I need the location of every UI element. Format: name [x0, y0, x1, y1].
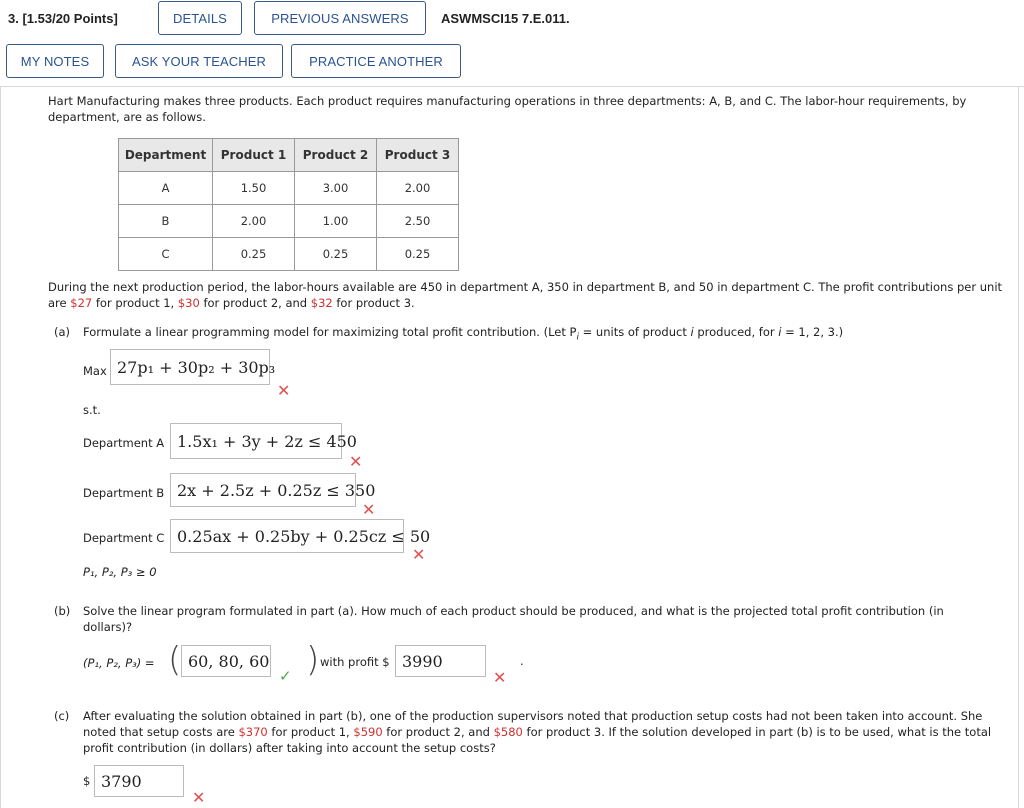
- table-cell: 1.00: [295, 205, 377, 238]
- table-cell: B: [119, 205, 213, 238]
- previous-answers-button[interactable]: PREVIOUS ANSWERS: [254, 1, 426, 35]
- part-a-prompt-text: = 1, 2, 3.): [781, 325, 844, 339]
- dept-c-answer-input[interactable]: 0.25ax + 0.25by + 0.25cz ≤ 50: [170, 519, 404, 553]
- production-text: [48, 279, 1008, 311]
- table-cell: 1.50: [213, 172, 295, 205]
- part-c-label: (c): [54, 709, 70, 723]
- question-label: 3. [1.53/20 Points]: [8, 11, 118, 26]
- nonnegativity-constraint: P₁, P₂, P₃ ≥ 0: [83, 565, 157, 579]
- tuple-label: (P₁, P₂, P₃) =: [83, 656, 155, 670]
- max-answer-input[interactable]: 27p₁ + 30p₂ + 30p₃: [110, 349, 270, 385]
- incorrect-icon: ✕: [192, 788, 206, 807]
- setup-cost-1: $370: [238, 725, 268, 739]
- part-c-prompt-text: for product 2, and: [382, 725, 494, 739]
- correct-icon: ✓: [279, 667, 292, 685]
- table-header-row: [119, 139, 459, 172]
- part-a-prompt-text: = units of product: [578, 325, 691, 339]
- table-cell: 3.00: [295, 172, 377, 205]
- dept-b-label: Department B: [83, 486, 165, 500]
- max-label: Max: [83, 364, 107, 378]
- dept-a-answer-input[interactable]: 1.5x₁ + 3y + 2z ≤ 450: [170, 423, 342, 459]
- part-a-prompt-text: Formulate a linear programming model for maximizing total profit contribution. (Let P: [83, 325, 577, 339]
- with-profit-label: with profit $: [320, 655, 390, 669]
- left-border: [0, 86, 1, 808]
- part-a-prompt-text: produced, for: [693, 325, 779, 339]
- incorrect-icon: ✕: [412, 545, 426, 564]
- product3-profit: $32: [310, 296, 333, 310]
- st-label: s.t.: [83, 403, 101, 417]
- my-notes-button[interactable]: MY NOTES: [6, 44, 104, 78]
- part-b-label: (b): [54, 604, 71, 618]
- setup-cost-3: $580: [493, 725, 523, 739]
- table-row: [119, 238, 459, 271]
- incorrect-icon: ✕: [277, 381, 291, 400]
- table-cell: C: [119, 238, 213, 271]
- table-row: [119, 205, 459, 238]
- dept-b-answer-input[interactable]: 2x + 2.5z + 0.25z ≤ 350: [170, 473, 356, 507]
- dollar-label: $: [83, 774, 91, 788]
- part-c-prompt: [83, 708, 1008, 756]
- profit-answer-input[interactable]: 3990: [395, 645, 486, 677]
- table-header: Product 2: [295, 139, 377, 172]
- part-c-answer-input[interactable]: 3790: [94, 765, 184, 797]
- table-cell: 2.00: [377, 172, 459, 205]
- table-cell: 0.25: [213, 238, 295, 271]
- incorrect-icon: ✕: [349, 452, 363, 471]
- dept-a-label: Department A: [83, 436, 165, 450]
- part-c-prompt-text: After evaluating the solution obtained in part (b), one of the production supervisors noted that production setup costs had not been taken into account. She noted that setup costs are: [83, 709, 983, 739]
- table-header: Department: [119, 139, 213, 172]
- production-text-part: for product 2, and: [199, 296, 311, 310]
- part-c-prompt-text: for product 3. If the solution developed in part (b) is to be used, what is the total profit contribution (in dollars) after taking into account the setup costs?: [83, 725, 992, 755]
- table-header: Product 1: [213, 139, 295, 172]
- period: .: [520, 654, 524, 668]
- header-divider: [0, 86, 1024, 87]
- open-paren: (: [168, 640, 182, 680]
- table-cell: 2.00: [213, 205, 295, 238]
- setup-cost-2: $590: [353, 725, 383, 739]
- part-c-prompt-text: for product 1,: [267, 725, 354, 739]
- part-a-prompt-italic: i: [778, 325, 782, 339]
- incorrect-icon: ✕: [362, 500, 376, 519]
- tuple-answer-input[interactable]: 60, 80, 60: [181, 645, 271, 677]
- table-header: Product 3: [377, 139, 459, 172]
- table-row: [119, 172, 459, 205]
- part-b-prompt: Solve the linear program formulated in part (a). How much of each product should be produced, and what is the projected total profit contribution (in dollars)?: [83, 604, 944, 634]
- production-text-part: for product 1,: [92, 296, 178, 310]
- table-cell: 0.25: [295, 238, 377, 271]
- table-cell: A: [119, 172, 213, 205]
- right-border: [1018, 86, 1019, 808]
- product2-profit: $30: [177, 296, 200, 310]
- dept-c-label: Department C: [83, 531, 165, 545]
- intro-text: Hart Manufacturing makes three products. Each product requires manufacturing operations in three departments: A, B, and C. The labor-hour requirements, by department, are as follows.: [48, 94, 967, 124]
- part-a-prompt: [83, 324, 983, 345]
- part-a-prompt-italic: i: [690, 325, 694, 339]
- practice-another-button[interactable]: PRACTICE ANOTHER: [291, 44, 461, 78]
- ask-teacher-button[interactable]: ASK YOUR TEACHER: [115, 44, 283, 78]
- part-a-prompt-sub: i: [576, 332, 579, 343]
- production-text-part: During the next production period, the labor-hours available are 450 in department A, 350 in department B, and 50 in department C. The profit contributions per unit are: [48, 280, 1003, 310]
- table-cell: 0.25: [377, 238, 459, 271]
- part-a-label: (a): [54, 325, 71, 339]
- details-button[interactable]: DETAILS: [158, 1, 242, 35]
- close-paren: ): [306, 640, 320, 680]
- labor-hours-table: [118, 138, 459, 271]
- table-cell: 2.50: [377, 205, 459, 238]
- question-code: ASWMSCI15 7.E.011.: [441, 11, 570, 26]
- incorrect-icon: ✕: [493, 668, 507, 687]
- product1-profit: $27: [70, 296, 93, 310]
- production-text-part: for product 3.: [332, 296, 415, 310]
